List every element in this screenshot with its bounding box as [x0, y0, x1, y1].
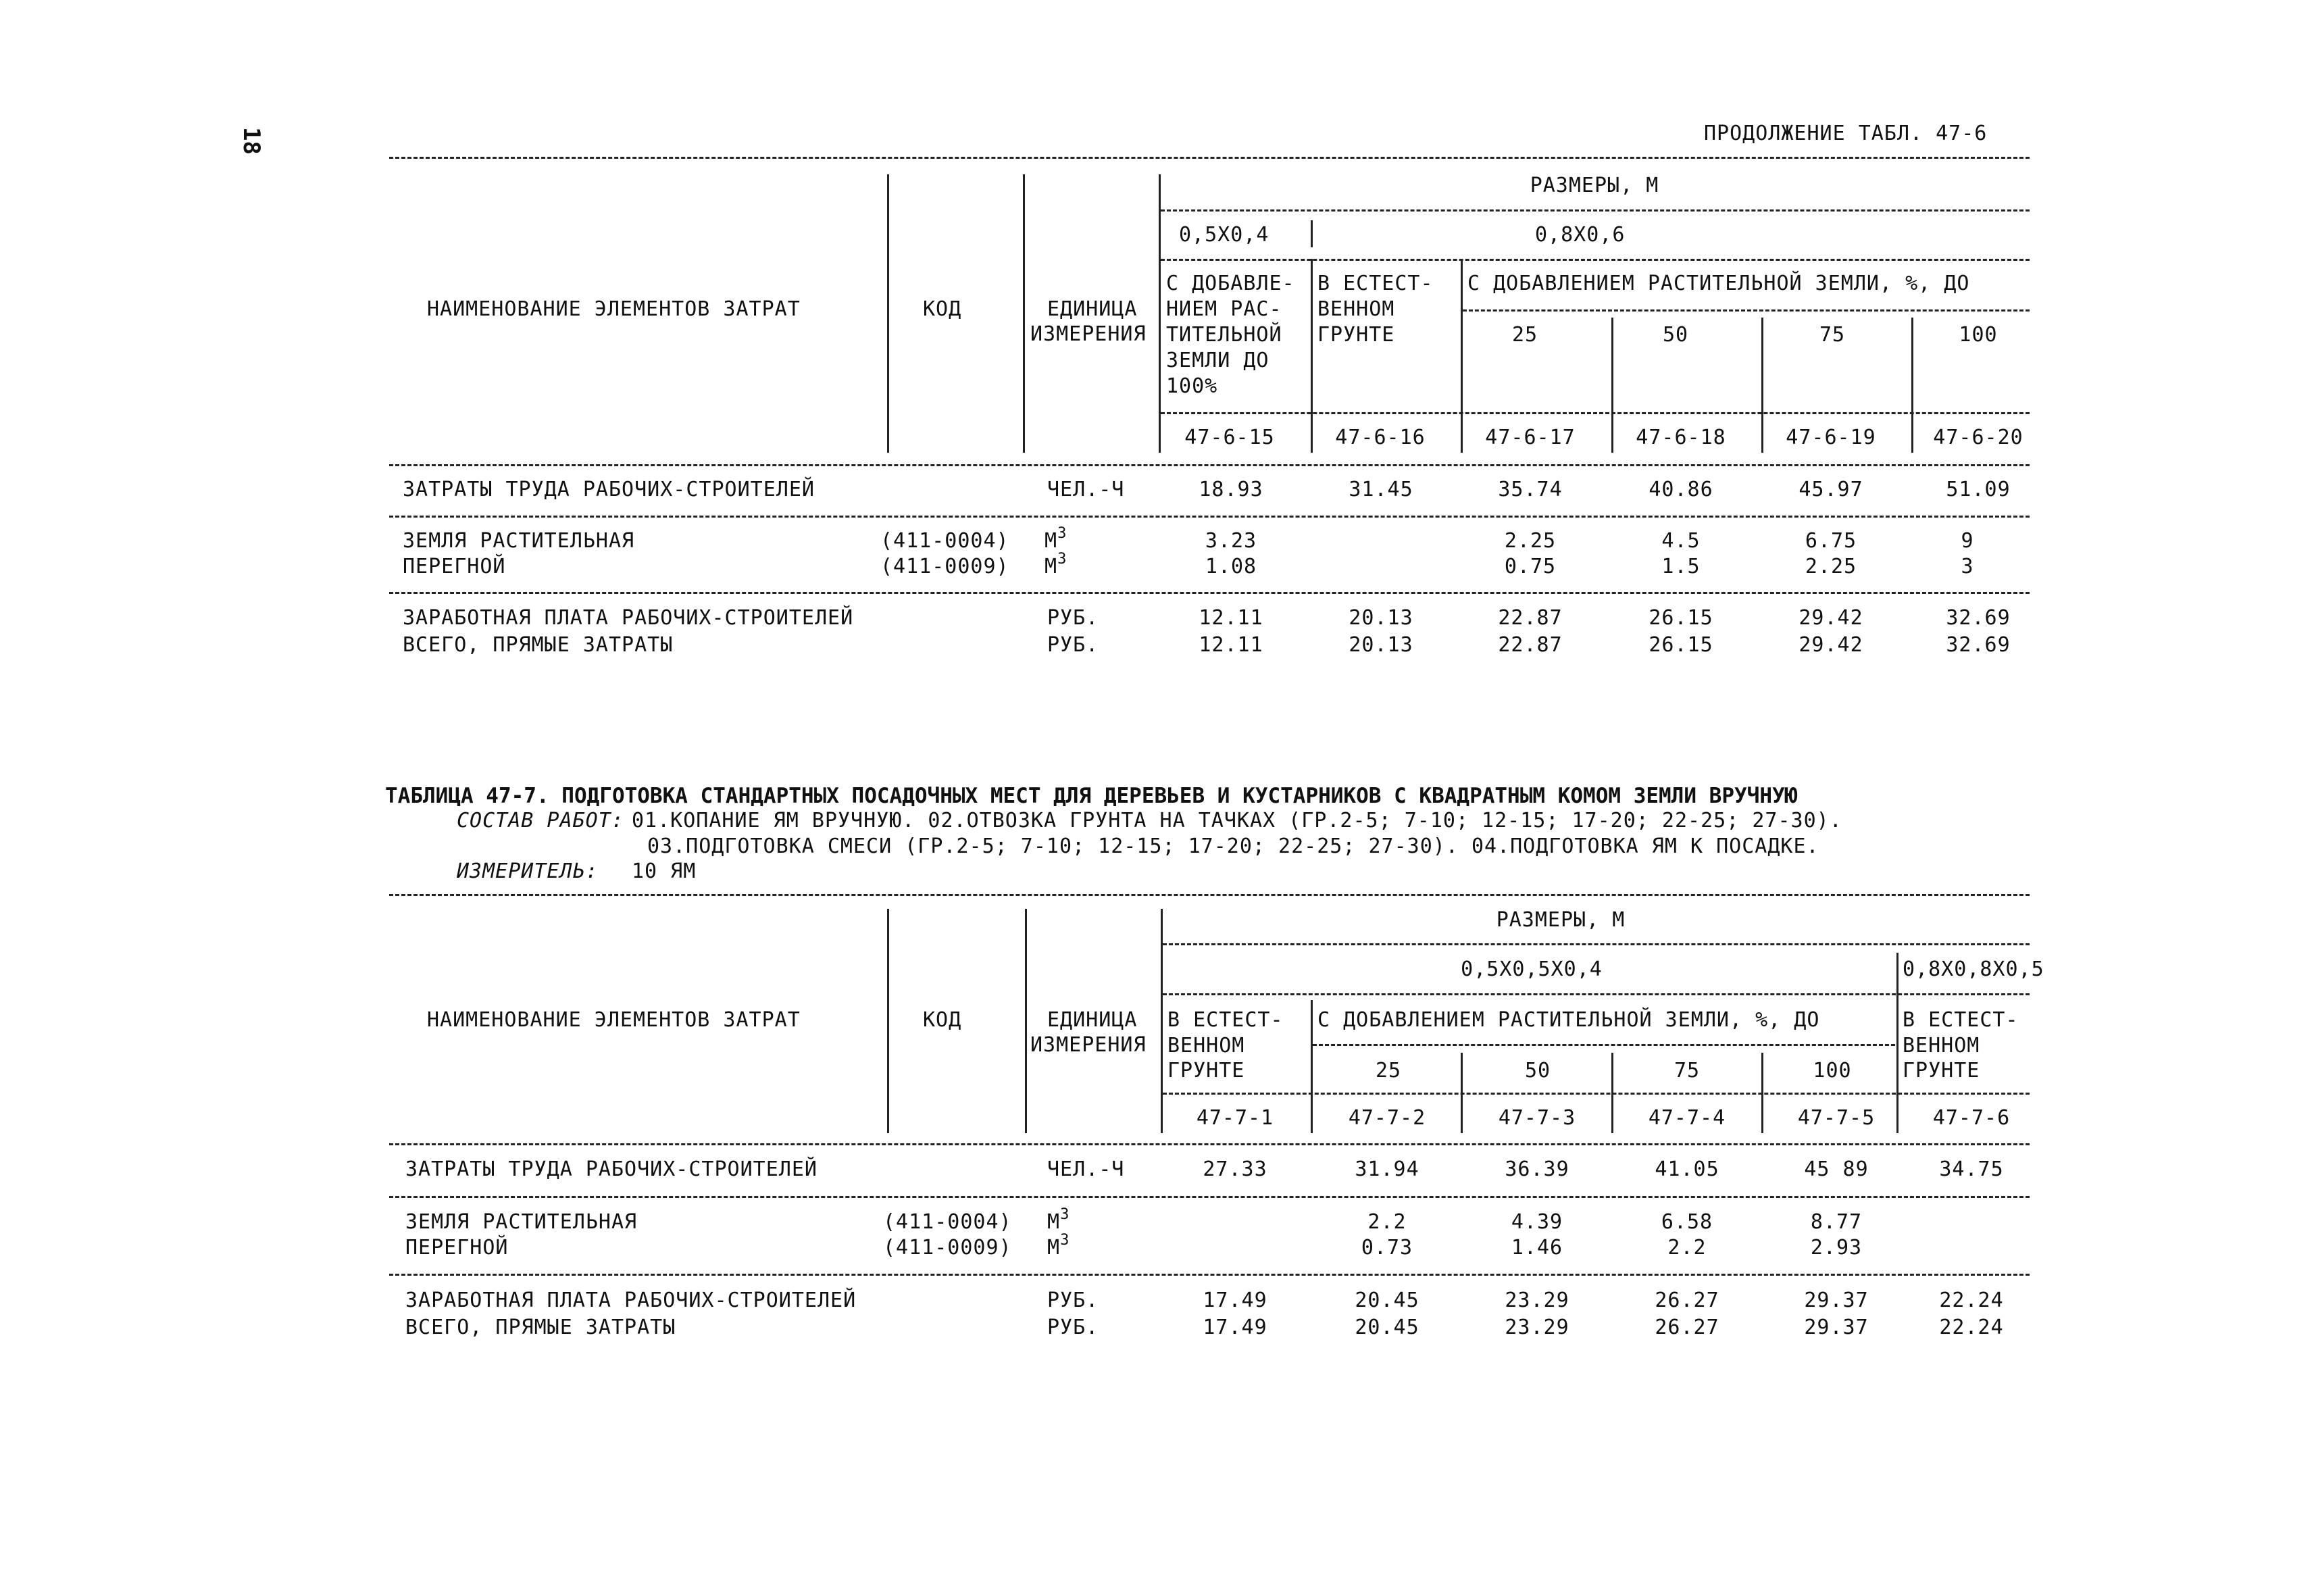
rule: [1161, 209, 2030, 211]
page-number: 18: [238, 127, 265, 155]
sub-b-line: ГРУНТЕ: [1903, 1059, 1980, 1082]
row-wage-value: 29.37: [1804, 1289, 1869, 1312]
row-labor-value: 45 89: [1804, 1157, 1869, 1181]
rule: [1163, 1093, 2030, 1095]
row-labor-value: 31.45: [1349, 478, 1413, 501]
pct: 50: [1524, 1059, 1551, 1082]
head-unit-1: ЕДИНИЦА: [1047, 1008, 1138, 1032]
row-total-value: 32.69: [1946, 633, 2011, 657]
sub-a-line: ТИТЕЛЬНОЙ: [1166, 323, 1282, 347]
row-wage-value: 26.27: [1655, 1289, 1719, 1312]
sub-b-line: ГРУНТЕ: [1317, 323, 1395, 347]
row-wage-value: 17.49: [1203, 1289, 1267, 1312]
sub-b-line: В ЕСТЕСТ-: [1903, 1008, 2019, 1032]
row-soil-value: 4.39: [1511, 1210, 1563, 1234]
row-total-value: 29.37: [1804, 1316, 1869, 1339]
col-sep: [1161, 909, 1163, 1133]
rule: [389, 1196, 2030, 1198]
row-wage-value: 26.15: [1649, 606, 1713, 630]
row-humus-name: ПЕРЕГНОЙ: [405, 1236, 509, 1260]
sub-c: С ДОБАВЛЕНИЕМ РАСТИТЕЛЬНОЙ ЗЕМЛИ, %, ДО: [1317, 1008, 1820, 1032]
col-code: 47-7-3: [1498, 1106, 1576, 1130]
row-wage-value: 22.87: [1498, 606, 1563, 630]
col-sep: [1761, 318, 1763, 453]
sub-b-line: В ЕСТЕСТ-: [1317, 272, 1434, 295]
row-wage-value: 32.69: [1946, 606, 2011, 630]
row-total-value: 17.49: [1203, 1316, 1267, 1339]
pct: 75: [1819, 323, 1846, 347]
row-labor-value: 51.09: [1946, 478, 2011, 501]
rule: [1163, 943, 2030, 945]
sub-c: С ДОБАВЛЕНИЕМ РАСТИТЕЛЬНОЙ ЗЕМЛИ, %, ДО: [1467, 272, 1970, 295]
col-sep: [1023, 174, 1025, 453]
row-humus-value: 0.73: [1361, 1236, 1413, 1260]
col-sep: [1461, 259, 1463, 453]
row-wage-name: ЗАРАБОТНАЯ ПЛАТА РАБОЧИХ-СТРОИТЕЛЕЙ: [405, 1289, 857, 1312]
row-labor-value: 27.33: [1203, 1157, 1267, 1181]
row-soil-code: (411-0004): [883, 1210, 1012, 1234]
row-total-value: 22.87: [1498, 633, 1563, 657]
head-sizes: РАЗМЕРЫ, М: [1530, 174, 1659, 197]
col-code: 47-6-19: [1786, 426, 1876, 449]
row-soil-value: 2.25: [1504, 529, 1557, 553]
row-total-value: 22.24: [1939, 1316, 2004, 1339]
row-total-name: ВСЕГО, ПРЯМЫЕ ЗАТРАТЫ: [403, 633, 674, 657]
rule: [1161, 412, 2030, 414]
col-sep: [887, 909, 889, 1133]
table-title: ТАБЛИЦА 47-7. ПОДГОТОВКА СТАНДАРТНЫХ ПОСАДОЧНЫХ МЕСТ ДЛЯ ДЕРЕВЬЕВ И КУСТАРНИКОВ С КВАДРАТНЫМ КОМОМ ЗЕМЛИ ВРУЧНУЮ: [385, 784, 1798, 808]
col-code: 47-7-1: [1196, 1106, 1274, 1130]
head-unit-2: ИЗМЕРЕНИЯ: [1030, 1033, 1147, 1057]
sub-a-line: С ДОБАВЛЕ-: [1166, 272, 1295, 295]
row-soil-code: (411-0004): [880, 529, 1009, 553]
sub-a-line: В ЕСТЕСТ-: [1167, 1008, 1284, 1032]
pct: 50: [1662, 323, 1689, 347]
row-soil-value: 4.5: [1661, 529, 1701, 553]
row-wage-unit: РУБ.: [1047, 606, 1099, 630]
pct: 100: [1813, 1059, 1852, 1082]
row-humus-code: (411-0009): [883, 1236, 1012, 1260]
row-humus-name: ПЕРЕГНОЙ: [403, 555, 506, 578]
col-sep: [1159, 174, 1161, 453]
row-wage-value: 20.13: [1349, 606, 1413, 630]
row-total-value: 20.13: [1349, 633, 1413, 657]
row-labor-value: 18.93: [1199, 478, 1263, 501]
row-humus-value: 1.5: [1661, 555, 1701, 578]
head-size-a: 0,5Х0,4: [1179, 223, 1269, 247]
col-sep: [1911, 318, 1913, 453]
row-labor-name: ЗАТРАТЫ ТРУДА РАБОЧИХ-СТРОИТЕЛЕЙ: [405, 1157, 818, 1181]
pct: 25: [1511, 323, 1538, 347]
head-name: НАИМЕНОВАНИЕ ЭЛЕМЕНТОВ ЗАТРАТ: [427, 1008, 801, 1032]
row-total-value: 26.15: [1649, 633, 1713, 657]
row-soil-value: 8.77: [1810, 1210, 1863, 1234]
rule: [1161, 259, 2030, 261]
col-sep: [1311, 259, 1313, 453]
continuation-label: ПРОДОЛЖЕНИЕ ТАБЛ. 47-6: [1704, 122, 1988, 145]
sub-a-line: ГРУНТЕ: [1167, 1059, 1245, 1082]
row-total-value: 12.11: [1199, 633, 1263, 657]
head-size-b: 0,8Х0,8Х0,5: [1903, 957, 2044, 981]
pct: 25: [1375, 1059, 1402, 1082]
rule: [389, 516, 2030, 518]
row-humus-value: 1.08: [1205, 555, 1257, 578]
rule: [389, 894, 2030, 896]
row-soil-name: ЗЕМЛЯ РАСТИТЕЛЬНАЯ: [403, 529, 635, 553]
row-labor-value: 41.05: [1655, 1157, 1719, 1181]
col-code: 47-6-16: [1335, 426, 1426, 449]
row-labor-value: 35.74: [1498, 478, 1563, 501]
meter-label: ИЗМЕРИТЕЛЬ:: [457, 859, 599, 883]
row-wage-value: 23.29: [1505, 1289, 1569, 1312]
row-humus-unit: $М^3$: [1047, 1232, 1070, 1260]
row-humus-value: 2.2: [1667, 1236, 1707, 1260]
work-line-1: 01.КОПАНИЕ ЯМ ВРУЧНУЮ. 02.ОТВОЗКА ГРУНТА НА ТАЧКАХ (ГР.2-5; 7-10; 12-15; 17-20; 22-25; 27-30).: [632, 809, 1842, 832]
row-total-value: 23.29: [1505, 1316, 1569, 1339]
row-labor-unit: ЧЕЛ.-Ч: [1047, 1157, 1125, 1181]
row-soil-unit: $М^3$: [1045, 525, 1067, 553]
row-soil-value: 3.23: [1205, 529, 1257, 553]
row-labor-name: ЗАТРАТЫ ТРУДА РАБОЧИХ-СТРОИТЕЛЕЙ: [403, 478, 815, 501]
col-sep: [887, 174, 889, 453]
row-humus-value: 3: [1961, 555, 1974, 578]
row-total-value: 29.42: [1799, 633, 1863, 657]
pct: 100: [1959, 323, 1998, 347]
sub-a-line: НИЕМ РАС-: [1166, 297, 1282, 321]
work-label: СОСТАВ РАБОТ:: [457, 809, 624, 832]
meter-value: 10 ЯМ: [632, 859, 697, 883]
row-wage-value: 20.45: [1355, 1289, 1419, 1312]
rule: [389, 157, 2030, 159]
row-labor-value: 36.39: [1505, 1157, 1569, 1181]
rule: [389, 1274, 2030, 1276]
col-code: 47-6-18: [1636, 426, 1726, 449]
row-wage-value: 29.42: [1799, 606, 1863, 630]
row-humus-code: (411-0009): [880, 555, 1009, 578]
sub-a-line: 100%: [1166, 374, 1218, 398]
row-humus-value: 0.75: [1504, 555, 1557, 578]
row-total-value: 26.27: [1655, 1316, 1719, 1339]
row-soil-name: ЗЕМЛЯ РАСТИТЕЛЬНАЯ: [405, 1210, 638, 1234]
pct: 75: [1674, 1059, 1701, 1082]
col-code: 47-6-20: [1933, 426, 2023, 449]
rule: [1163, 993, 2030, 995]
row-total-value: 20.45: [1355, 1316, 1419, 1339]
col-code: 47-7-5: [1797, 1106, 1876, 1130]
row-humus-value: 2.25: [1805, 555, 1857, 578]
head-size-b: 0,8Х0,6: [1535, 223, 1626, 247]
head-unit-1: ЕДИНИЦА: [1047, 297, 1138, 321]
col-sep: [1025, 909, 1027, 1133]
sub-b-line: ВЕННОМ: [1903, 1034, 1980, 1057]
row-wage-value: 22.24: [1939, 1289, 2004, 1312]
row-soil-value: 2.2: [1367, 1210, 1407, 1234]
col-code: 47-6-15: [1184, 426, 1275, 449]
col-code: 47-7-2: [1348, 1106, 1426, 1130]
row-total-name: ВСЕГО, ПРЯМЫЕ ЗАТРАТЫ: [405, 1316, 676, 1339]
row-humus-value: 2.93: [1810, 1236, 1863, 1260]
row-total-unit: РУБ.: [1047, 633, 1099, 657]
head-unit-2: ИЗМЕРЕНИЯ: [1030, 322, 1147, 346]
rule: [1463, 309, 2030, 311]
col-sep: [1311, 220, 1313, 247]
row-wage-value: 12.11: [1199, 606, 1263, 630]
row-labor-value: 45.97: [1799, 478, 1863, 501]
row-soil-value: 9: [1961, 529, 1974, 553]
head-code: КОД: [923, 297, 962, 321]
row-soil-value: 6.75: [1805, 529, 1857, 553]
row-humus-unit: $М^3$: [1045, 551, 1067, 578]
row-humus-value: 1.46: [1511, 1236, 1563, 1260]
col-code: 47-6-17: [1485, 426, 1576, 449]
work-line-2: 03.ПОДГОТОВКА СМЕСИ (ГР.2-5; 7-10; 12-15; 17-20; 22-25; 27-30). 04.ПОДГОТОВКА ЯМ К ПОСАДКЕ.: [647, 834, 1819, 858]
col-sep: [1611, 318, 1613, 453]
row-labor-value: 40.86: [1649, 478, 1713, 501]
col-code: 47-7-6: [1932, 1106, 2011, 1130]
sub-a-line: ВЕННОМ: [1167, 1034, 1245, 1057]
rule: [1313, 1044, 1895, 1046]
row-total-unit: РУБ.: [1047, 1316, 1099, 1339]
row-soil-unit: $М^3$: [1047, 1206, 1070, 1234]
head-name: НАИМЕНОВАНИЕ ЭЛЕМЕНТОВ ЗАТРАТ: [427, 297, 801, 321]
rule: [389, 464, 2030, 466]
row-wage-name: ЗАРАБОТНАЯ ПЛАТА РАБОЧИХ-СТРОИТЕЛЕЙ: [403, 606, 854, 630]
head-size-a: 0,5Х0,5Х0,4: [1461, 957, 1603, 981]
col-sep: [1311, 1000, 1313, 1133]
row-wage-unit: РУБ.: [1047, 1289, 1099, 1312]
row-soil-value: 6.58: [1661, 1210, 1713, 1234]
head-sizes: РАЗМЕРЫ, М: [1496, 908, 1626, 932]
sub-b-line: ВЕННОМ: [1317, 297, 1395, 321]
col-sep: [1896, 953, 1898, 1133]
head-code: КОД: [923, 1008, 962, 1032]
row-labor-unit: ЧЕЛ.-Ч: [1047, 478, 1125, 501]
col-code: 47-7-4: [1648, 1106, 1726, 1130]
row-labor-value: 31.94: [1355, 1157, 1419, 1181]
rule: [389, 592, 2030, 594]
rule: [389, 1143, 2030, 1145]
row-labor-value: 34.75: [1939, 1157, 2004, 1181]
sub-a-line: ЗЕМЛИ ДО: [1166, 349, 1269, 372]
